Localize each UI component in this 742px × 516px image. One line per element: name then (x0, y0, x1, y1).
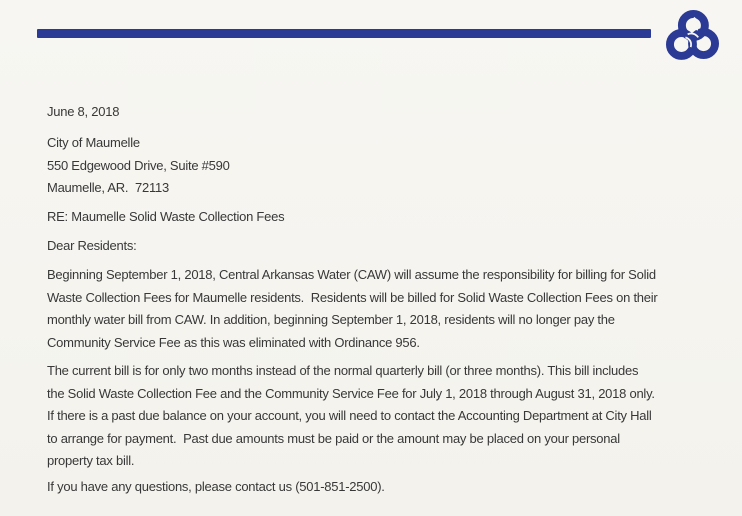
header-rule-divider (37, 29, 651, 38)
salutation-line: Dear Residents: (47, 238, 137, 253)
paragraph-line: Beginning September 1, 2018, Central Arkansas Water (CAW) will assume the responsibility for billing for Solid (47, 267, 656, 282)
paragraph-line: the Solid Waste Collection Fee and the Community Service Fee for July 1, 2018 through August 31, 2018 only. (47, 385, 655, 401)
paragraph-line: Waste Collection Fees for Maumelle residents. Residents will be billed for Solid Waste Collection Fees on their (47, 289, 658, 305)
recipient-address (47, 132, 722, 200)
paragraph-line: monthly water bill from CAW. In addition, beginning September 1, 2018, residents will no longer pay the (47, 312, 615, 327)
date-line: June 8, 2018 (47, 104, 120, 119)
letter-body (47, 101, 722, 499)
paragraph (47, 360, 722, 473)
paragraph-line: property tax bill. (47, 453, 135, 468)
interlocking-rings-logo-icon (666, 10, 719, 63)
paragraph-line: to arrange for payment. Past due amounts must be paid or the amount may be placed on your personal (47, 430, 620, 446)
address-line: Maumelle, AR. 72113 (47, 180, 169, 195)
address-line: 550 Edgewood Drive, Suite #590 (47, 157, 230, 173)
paragraph (47, 264, 722, 354)
closing-line: If you have any questions, please contact us (501-851-2500). (47, 479, 385, 494)
subject-line: RE: Maumelle Solid Waste Collection Fees (47, 209, 285, 224)
address-line: City of Maumelle (47, 135, 140, 150)
paragraph-line: If there is a past due balance on your account, you will need to contact the Accounting Department at City Hall (47, 408, 652, 423)
paragraph-line: Community Service Fee as this was eliminated with Ordinance 956. (47, 334, 420, 350)
paragraph-line: The current bill is for only two months instead of the normal quarterly bill (or three months). This bill includes (47, 363, 639, 378)
